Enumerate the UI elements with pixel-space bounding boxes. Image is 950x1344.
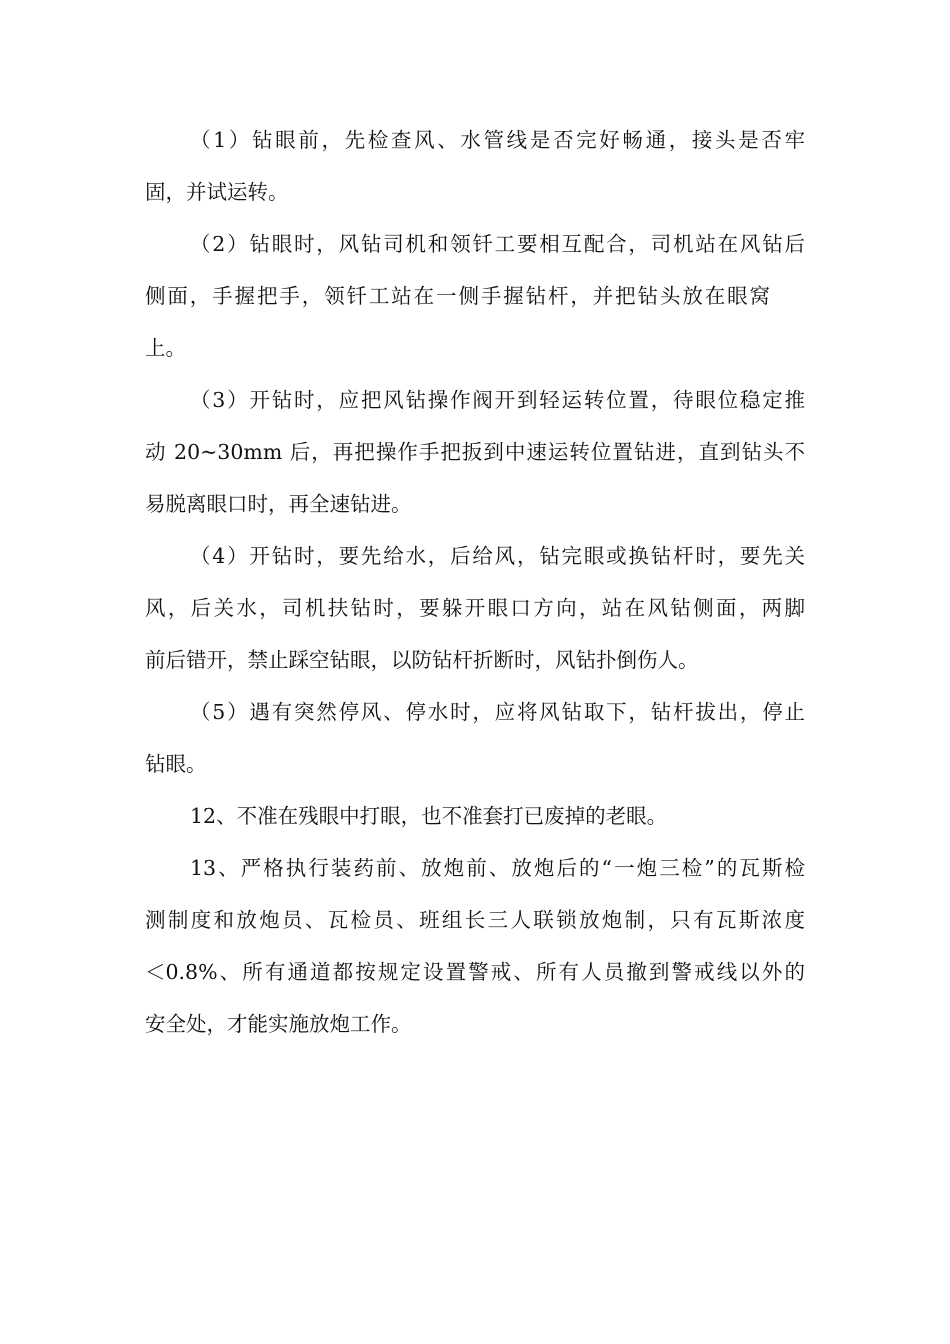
paragraph-line: ＜0.8%、所有通道都按规定设置警戒、所有人员撤到警戒线以外的 xyxy=(145,960,805,984)
paragraph-line: 侧面，手握把手，领钎工站在一侧手握钻杆，并把钻头放在眼窝 xyxy=(145,284,770,308)
paragraph-line: （4）开钻时，要先给水，后给风，钻完眼或换钻杆时，要先关 xyxy=(190,544,805,568)
paragraph-line: 固，并试运转。 xyxy=(145,180,289,204)
paragraph-line: 风，后关水，司机扶钻时，要躲开眼口方向，站在风钻侧面，两脚 xyxy=(145,596,805,620)
paragraph-line: 前后错开，禁止踩空钻眼，以防钻杆折断时，风钻扑倒伤人。 xyxy=(145,648,699,672)
paragraph-line: 安全处，才能实施放炮工作。 xyxy=(145,1012,412,1036)
paragraph-line: 易脱离眼口时，再全速钻进。 xyxy=(145,492,412,516)
paragraph-4 xyxy=(145,530,805,686)
paragraph-5 xyxy=(145,686,805,790)
paragraph-6 xyxy=(145,790,805,842)
paragraph-line: 12、不准在残眼中打眼，也不准套打已废掉的老眼。 xyxy=(190,804,668,828)
paragraph-2 xyxy=(145,218,805,374)
paragraph-line: 钻眼。 xyxy=(145,752,207,776)
paragraph-line: （3）开钻时，应把风钻操作阀开到轻运转位置，待眼位稳定推 xyxy=(190,388,805,412)
paragraph-1 xyxy=(145,114,805,218)
paragraph-line: （5）遇有突然停风、停水时，应将风钻取下，钻杆拔出，停止 xyxy=(190,700,805,724)
paragraph-line: 测制度和放炮员、瓦检员、班组长三人联锁放炮制，只有瓦斯浓度 xyxy=(145,908,805,932)
paragraph-line: 动 20~30mm 后，再把操作手把扳到中速运转位置钻进，直到钻头不 xyxy=(145,440,805,464)
paragraph-3 xyxy=(145,374,805,530)
paragraph-line: （2）钻眼时，风钻司机和领钎工要相互配合，司机站在风钻后 xyxy=(190,232,805,256)
paragraph-line: 上。 xyxy=(145,336,186,360)
paragraph-line: （1）钻眼前，先检查风、水管线是否完好畅通，接头是否牢 xyxy=(190,128,805,152)
paragraph-7 xyxy=(145,842,805,1050)
document-body xyxy=(145,114,805,1050)
paragraph-line: 13、严格执行装药前、放炮前、放炮后的“一炮三检”的瓦斯检 xyxy=(190,856,805,880)
